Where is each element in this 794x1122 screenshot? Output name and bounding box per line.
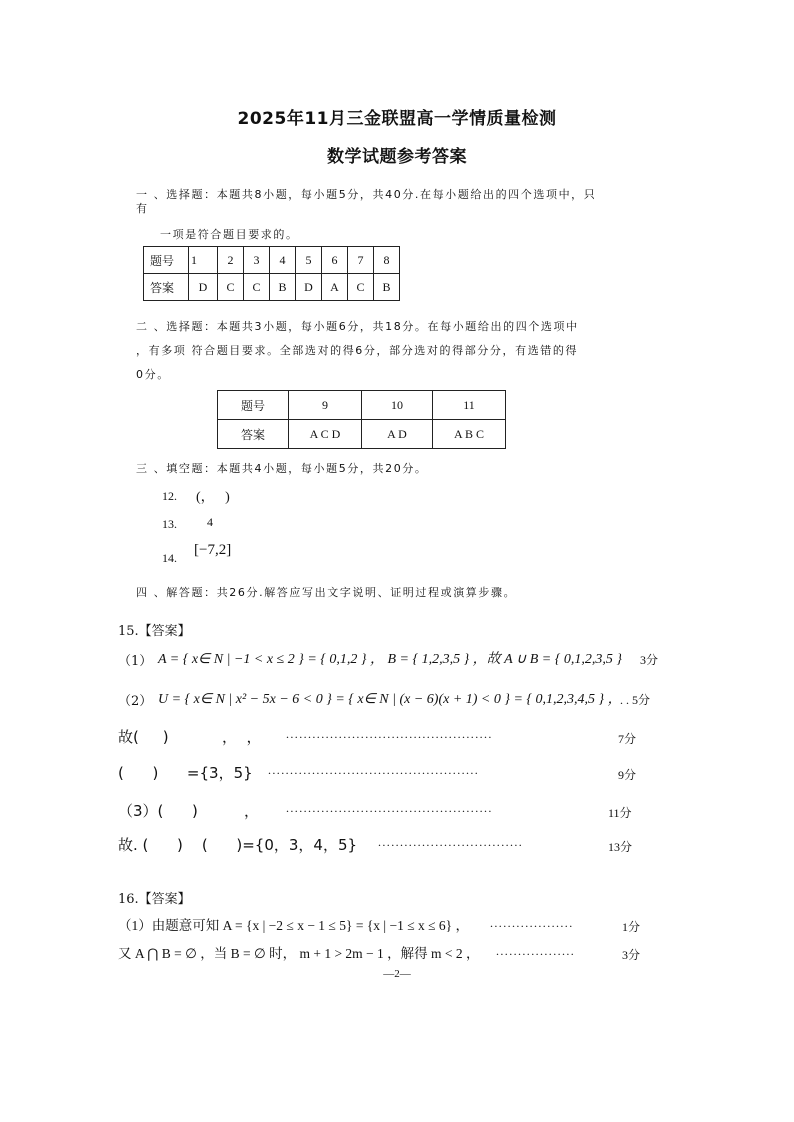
q15-line6-text: 故. ( ) ( )={0，3，4，5}	[118, 836, 358, 854]
table-row	[218, 391, 506, 420]
q15-line4-text: ( ) ={3，5}	[118, 764, 253, 782]
q15-line5-label: （3）( )	[118, 802, 198, 820]
q15-line3-score: 7分	[618, 732, 637, 746]
q15-line3-dots: ...............................................	[286, 727, 493, 741]
q16-line2-dots: ..................	[496, 944, 576, 958]
table-row	[218, 420, 506, 449]
table1-answer: B	[374, 274, 400, 301]
q12-answer: (， )	[196, 490, 230, 505]
page-title: 2025年11月三金联盟高一学情质量检测	[237, 109, 557, 129]
table2-number: 11	[433, 391, 506, 420]
q13-answer: 4	[207, 515, 213, 529]
choice-answer-table-2	[217, 390, 506, 449]
q16-line2-text: 又 A ⋂ B = ∅ ，当 B = ∅ 时， m + 1 > 2m − 1 ，解得 m < 2 ，	[118, 946, 480, 961]
q15-line4-dots: ................................................	[268, 763, 480, 777]
table1-answer: C	[348, 274, 374, 301]
table1-answer-label: 答案	[144, 274, 189, 301]
q15-line5-score: 11分	[608, 806, 632, 820]
q15-line5-dots: ...............................................	[286, 801, 493, 815]
table1-number: 5	[296, 247, 322, 274]
q12-number: 12.	[162, 489, 177, 503]
page-number: —2—	[383, 968, 411, 980]
q15-line1-score: 3分	[640, 653, 659, 667]
table2-number: 9	[289, 391, 362, 420]
section1-line3: 一项是符合题目要求的。	[160, 228, 299, 241]
choice-answer-table-1	[143, 246, 400, 301]
table1-answer: C	[218, 274, 244, 301]
table1-number: 3	[244, 247, 270, 274]
table1-number: 7	[348, 247, 374, 274]
q15-heading: 15.【答案】	[118, 624, 191, 639]
q14-number: 14.	[162, 551, 177, 565]
q15-line1-math: A = { x∈ N | −1 < x ≤ 2 } = { 0,1,2 } ， B = { 1,2,3,5 } ，故 A ∪ B = { 0,1,2,3,5 }	[158, 652, 622, 667]
section1-line1: 一 、选择题：本题共8小题，每小题5分，共40分.在每小题给出的四个选项中，只	[136, 188, 597, 201]
table2-answer: A B C	[433, 420, 506, 449]
q15-line6-score: 13分	[608, 840, 633, 854]
table1-number: 1	[189, 247, 218, 274]
q15-line3-prefix: 故( )	[118, 728, 169, 746]
section2-line2: ，有多项 符合题目要求。全部选对的得6分，部分选对的得部分分，有选错的得	[136, 344, 579, 357]
q15-line6-dots: .................................	[378, 835, 524, 849]
q16-line1-score: 1分	[622, 920, 641, 934]
q15-line4-score: 9分	[618, 768, 637, 782]
q15-line2-score: . . 5分	[620, 693, 651, 707]
table1-answer: D	[296, 274, 322, 301]
section2-line1: 二 、选择题：本题共3小题，每小题6分，共18分。在每小题给出的四个选项中	[136, 320, 579, 333]
table1-answer: A	[322, 274, 348, 301]
table1-number: 4	[270, 247, 296, 274]
table2-header-label: 题号	[218, 391, 289, 420]
section4-line: 四 、解答题：共26分.解答应写出文字说明、证明过程或演算步骤。	[136, 586, 517, 599]
q14-answer: [−7,2]	[194, 542, 232, 558]
q15-line2-math: U = { x∈ N | x² − 5x − 6 < 0 } = { x∈ N | (x − 6)(x + 1) < 0 } = { 0,1,2,3,4,5 } ，	[158, 692, 622, 707]
q15-line5-mid: ，	[244, 802, 260, 820]
table-row	[144, 247, 400, 274]
section2-line3: 0分。	[136, 368, 170, 381]
table2-answer: A C D	[289, 420, 362, 449]
q13-number: 13.	[162, 517, 177, 531]
table1-answer: D	[189, 274, 218, 301]
q16-line1-dots: ...................	[490, 916, 574, 930]
section3-line: 三 、填空题：本题共4小题，每小题5分，共20分。	[136, 462, 428, 475]
table-row	[144, 274, 400, 301]
q15-line2-label: （2）	[118, 694, 153, 709]
table2-answer-label: 答案	[218, 420, 289, 449]
q16-line1-text: （1）由题意可知 A = {x | −2 ≤ x − 1 ≤ 5} = {x | −1 ≤ x ≤ 6} ，	[118, 918, 470, 933]
q16-line2-score: 3分	[622, 948, 641, 962]
page-subtitle: 数学试题参考答案	[327, 147, 467, 167]
q15-line3-mid: ， ，	[222, 728, 262, 746]
table1-answer: B	[270, 274, 296, 301]
q16-heading: 16.【答案】	[118, 892, 191, 907]
table1-number: 6	[322, 247, 348, 274]
section1-line2: 有	[136, 202, 149, 215]
table2-number: 10	[362, 391, 433, 420]
table1-answer: C	[244, 274, 270, 301]
table2-answer: A D	[362, 420, 433, 449]
q15-line1-label: （1）	[118, 654, 153, 669]
table1-number: 2	[218, 247, 244, 274]
table1-header-label: 题号	[144, 247, 189, 274]
table1-number: 8	[374, 247, 400, 274]
